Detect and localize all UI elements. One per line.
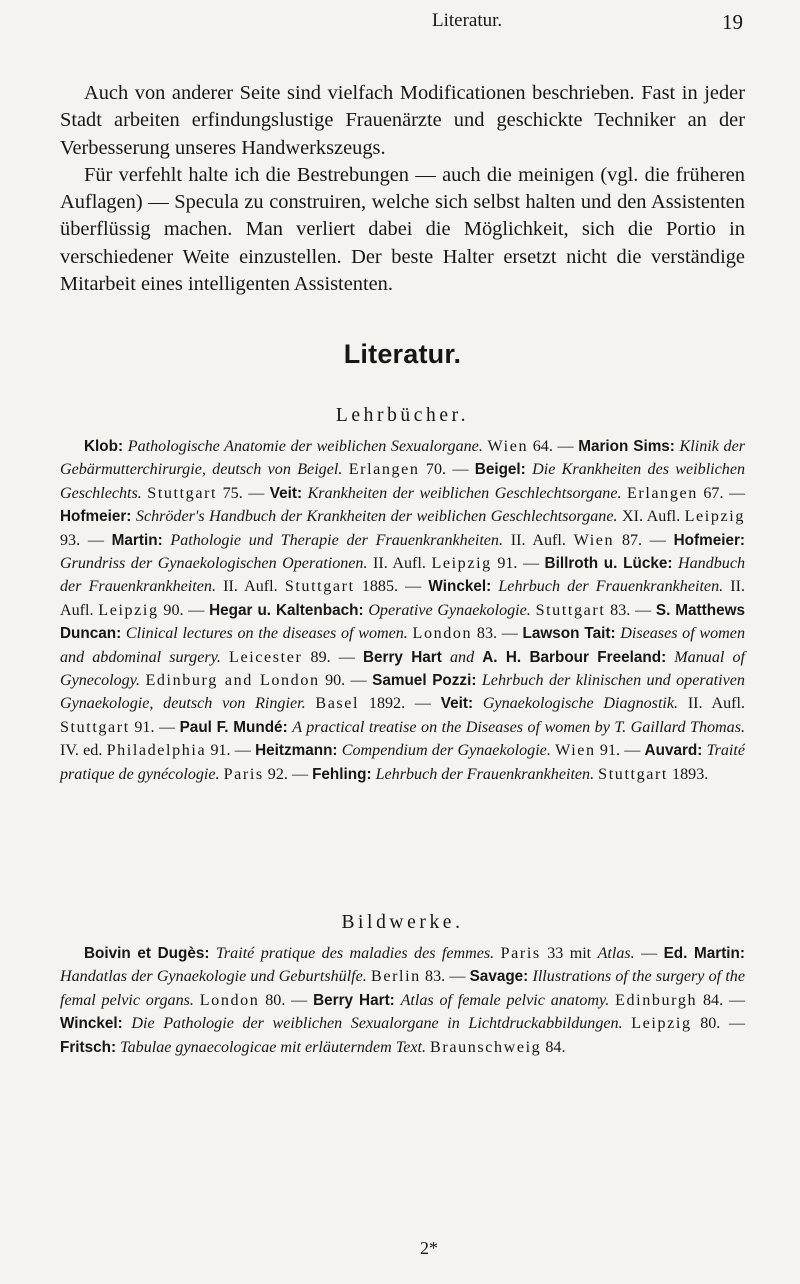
bib-place: Paris xyxy=(500,945,541,962)
bib-year: 90. xyxy=(325,672,346,690)
bib-title: Diseases of women and abdominal surgery. xyxy=(60,625,745,666)
bib-year: 1885. xyxy=(361,578,399,596)
bib-year: 64. xyxy=(532,438,553,455)
lehrbuecher-list xyxy=(60,435,745,786)
bib-year: 84. xyxy=(545,1038,566,1056)
bib-author: Berry Hart xyxy=(362,648,442,666)
bib-year: 75. xyxy=(222,484,243,502)
bib-year: 1892. xyxy=(368,695,406,713)
bib-entry: Hofmeier: Grundriss der Gynaekologischen Operationen. II. Aufl. Leipzig 91. — xyxy=(60,531,746,573)
bib-author: A. H. Barbour Freeland: xyxy=(482,648,667,666)
bib-year: 91. xyxy=(599,742,621,760)
bib-title: Tabulae gynaecologicae mit erläuterndem Text. xyxy=(120,1038,427,1056)
bib-place: Leicester xyxy=(229,648,303,666)
bib-entry: Winckel: Die Pathologie der weiblichen Sexualorgane in Lichtdruckabbildungen. Leipzig 80. — xyxy=(60,1015,746,1033)
bib-author: Marion Sims: xyxy=(578,438,675,455)
bib-author: Paul F. Mundé: xyxy=(179,718,288,736)
bib-author: Berry Hart: xyxy=(313,991,395,1009)
bib-place: Stuttgart xyxy=(598,765,669,783)
lehrbuecher-heading: Lehrbücher. xyxy=(335,405,470,426)
bib-year: 83. xyxy=(610,601,631,619)
bib-entry: Beigel: Die Krankheiten des weiblichen Geschlechts. Stuttgart 75. — xyxy=(60,461,746,502)
bib-conjunction: and xyxy=(449,648,475,666)
bib-entry: Berry Hart: Atlas of female pelvic anatomy. Edinburgh 84. — xyxy=(313,991,745,1009)
bib-title: Traité pratique des maladies des femmes. xyxy=(215,945,495,962)
bib-title: Pathologische Anatomie der weiblichen Sexualorgane. xyxy=(127,438,483,455)
bib-entry: Veit: Krankheiten der weiblichen Geschlechtsorgane. Erlangen 67. — xyxy=(269,484,746,502)
bib-year: 92. xyxy=(267,765,288,783)
bib-author: Martin: xyxy=(111,531,163,549)
bib-entry: Hegar u. Kaltenbach: Operative Gynaekologie. Stuttgart 83. — xyxy=(209,601,656,619)
bib-year: 80. xyxy=(265,991,286,1009)
bib-entry: Heitzmann: Compendium der Gynaekologie. Wien 91. — xyxy=(255,742,645,760)
bib-title: Clinical lectures on the diseases of women. xyxy=(125,625,408,643)
bib-author: Heitzmann: xyxy=(255,742,338,760)
bib-title: Lehrbuch der Frauenkrankheiten. xyxy=(498,578,724,596)
bib-place: Stuttgart xyxy=(284,578,355,596)
bib-title: Manual of Gynecology. xyxy=(60,648,745,690)
bib-author: Fritsch: xyxy=(60,1038,117,1056)
bib-author: Veit: xyxy=(269,484,303,502)
bib-author: Savage: xyxy=(469,968,529,986)
bib-edition: XI. Aufl. xyxy=(622,508,681,526)
section-title: Literatur. xyxy=(343,339,462,369)
running-title: Literatur. xyxy=(432,10,503,31)
bib-author: Lawson Tait: xyxy=(522,625,616,643)
bib-edition: II. Aufl. xyxy=(223,578,278,596)
bib-title: Die Pathologie der weiblichen Sexualorgane in Lichtdruckabbildungen. xyxy=(131,1015,623,1033)
page-number: 19 xyxy=(722,10,743,34)
bib-edition: II. Aufl. xyxy=(373,555,426,573)
bib-author: S. Matthews Duncan: xyxy=(60,601,745,643)
bib-entry: Ed. Martin: Handatlas der Gynaekologie und Geburtshülfe. Berlin 83. — xyxy=(60,945,745,986)
bib-title: Handbuch der Frauenkrankheiten. xyxy=(60,555,746,596)
bib-year: 80. xyxy=(700,1015,721,1033)
signature-mark: 2* xyxy=(420,1238,438,1258)
bib-entry: S. Matthews Duncan: Clinical lectures on the diseases of women. London 83. — xyxy=(60,601,745,643)
bib-year: 90. xyxy=(163,601,184,619)
running-header xyxy=(60,10,745,36)
bib-title: Illustrations of the surgery of the femal pelvic organs. xyxy=(60,968,745,1009)
bib-place: Philadelphia xyxy=(106,742,207,760)
bildwerke-list xyxy=(60,942,745,1059)
bib-title: A practical treatise on the Diseases of women by T. Gaillard Thomas. xyxy=(292,718,746,736)
bib-title: Gynaekologische Diagnostik. xyxy=(482,695,679,713)
intro-text xyxy=(60,80,745,298)
bib-entry: Paul F. Mundé: A practical treatise on the Diseases of women by T. Gaillard Thomas. IV. ed. Philadelphia 91. — xyxy=(60,718,746,760)
bib-title: Compendium der Gynaekologie. xyxy=(341,742,551,760)
bib-author: Winckel: xyxy=(428,578,492,596)
intro-paragraph-1: Auch von anderer Seite sind vielfach Modificationen beschrieben. Fast in jeder Stadt arbeiten erfindungslustige Frauenärzte und geschickte Techniker an der Verbesserung unseres Handwerkszeugs. xyxy=(60,82,745,159)
bib-author: Fehling: xyxy=(312,765,372,783)
bib-edition: II. Aufl. xyxy=(687,695,745,713)
bib-place: Edinburgh xyxy=(615,991,698,1009)
bib-note-title: Atlas. xyxy=(597,945,635,962)
bib-year: 33 xyxy=(547,945,564,962)
bib-title: Klinik der Gebärmutterchirurgie, deutsch von Beigel. xyxy=(60,438,745,479)
bib-place: Stuttgart xyxy=(147,484,218,502)
bib-title: Traité pratique de gynécologie. xyxy=(60,742,746,783)
bib-year: 87. xyxy=(621,531,643,549)
bib-place: Leipzig xyxy=(684,508,745,526)
bib-entry: Boivin et Dugès: Traité pratique des maladies des femmes. Paris 33 mit Atlas. — xyxy=(84,945,664,962)
bib-entry xyxy=(312,766,708,783)
bib-edition: II. Aufl. xyxy=(510,531,566,549)
bib-entry xyxy=(60,1039,565,1056)
bib-place: Erlangen xyxy=(348,461,420,479)
bib-entry: Winckel: Lehrbuch der Frauenkrankheiten. II. Aufl. Leipzig 90. — xyxy=(60,578,746,619)
bib-entry: Marion Sims: Klinik der Gebärmutterchirurgie, deutsch von Beigel. Erlangen 70. — xyxy=(60,438,745,479)
bib-title: Pathologie und Therapie der Frauenkrankheiten. xyxy=(170,531,504,549)
bib-year: 93. xyxy=(60,531,81,549)
bib-author: Klob: xyxy=(84,438,124,455)
bib-place: Leipzig xyxy=(98,601,159,619)
bib-author: Beigel: xyxy=(474,461,526,479)
bib-year: 70. xyxy=(425,461,447,479)
bib-year: 83. xyxy=(425,968,446,986)
bib-place: Edinburg and London xyxy=(145,672,320,690)
bib-author: Hegar u. Kaltenbach: xyxy=(209,601,364,619)
bib-author: Winckel: xyxy=(60,1015,123,1033)
bib-year: 91. xyxy=(134,718,155,736)
page xyxy=(60,0,745,1284)
bib-place: Wien xyxy=(487,438,529,455)
bib-author: Hofmeier: xyxy=(673,531,746,549)
bib-note: mit xyxy=(569,945,592,962)
bib-title: Atlas of female pelvic anatomy. xyxy=(400,991,610,1009)
bib-title: Operative Gynaekologie. xyxy=(368,601,531,619)
bib-author: Veit: xyxy=(440,695,474,713)
bib-place: Paris xyxy=(223,765,264,783)
bib-edition: II. Aufl. xyxy=(60,578,746,619)
intro-paragraph-2: Für verfehlt halte ich die Bestrebungen — auch die meinigen (vgl. die früheren Auflagen) — Specula zu construiren, welche sich selbst halten und den Assistenten überflüssig machen. Man verliert dabei die Möglichkeit, sich die Portio in verschiedener Weite einzustellen. Der beste Halter ersetzt nicht die verständige Mitarbeit eines intelligenten Assistenten. xyxy=(60,163,745,296)
bib-title: Lehrbuch der Frauenkrankheiten. xyxy=(375,765,595,783)
bib-year: 91. xyxy=(210,742,231,760)
bib-author: Samuel Pozzi: xyxy=(372,672,477,690)
bib-year: 91. xyxy=(497,555,518,573)
bib-entry: Hofmeier: Schröder's Handbuch der Krankheiten der weiblichen Geschlechtsorgane. XI. Aufl. Leipzig 93. — xyxy=(60,508,745,549)
bib-year: 1893. xyxy=(672,765,709,783)
bib-entry: Savage: Illustrations of the surgery of the femal pelvic organs. London 80. — xyxy=(60,968,745,1009)
bib-entry: Klob: Pathologische Anatomie der weiblichen Sexualorgane. Wien 64. — xyxy=(84,438,579,455)
bib-year: 84. xyxy=(702,991,724,1009)
bib-place: London xyxy=(199,991,260,1009)
bib-author: Auvard: xyxy=(644,742,703,760)
bib-place: Erlangen xyxy=(626,484,698,502)
bib-place: Berlin xyxy=(371,968,421,986)
bib-year: 89. xyxy=(310,648,331,666)
bib-title: Handatlas der Gynaekologie und Geburtshülfe. xyxy=(60,968,367,986)
bib-place: London xyxy=(412,625,473,643)
bib-title: Schröder's Handbuch der Krankheiten der weiblichen Geschlechtsorgane. xyxy=(135,508,618,526)
bib-entry: Billroth u. Lücke: Handbuch der Frauenkrankheiten. II. Aufl. Stuttgart 1885. — xyxy=(60,555,746,596)
bib-title: Grundriss der Gynaekologischen Operationen. xyxy=(60,555,368,573)
bib-year: 83. xyxy=(476,625,498,643)
bib-place: Basel xyxy=(315,695,360,713)
bib-place: Wien xyxy=(555,742,596,760)
bib-author: Billroth u. Lücke: xyxy=(544,555,673,573)
bib-entry: Auvard: Traité pratique de gynécologie. Paris 92. — xyxy=(60,742,746,783)
bib-entry: Samuel Pozzi: Lehrbuch der klinischen und operativen Gynaekologie, deutsch von Ringier. Basel 1892. — xyxy=(60,672,745,713)
bib-author: Hofmeier: xyxy=(60,508,132,526)
bildwerke-heading: Bildwerke. xyxy=(341,912,464,933)
bib-entry: Berry Hart and A. H. Barbour Freeland: Manual of Gynecology. Edinburg and London 90. — xyxy=(60,648,745,690)
bib-entry: Martin: Pathologie und Therapie der Frauenkrankheiten. II. Aufl. Wien 87. — xyxy=(111,531,674,549)
bib-place: Stuttgart xyxy=(535,601,606,619)
bib-place: Braunschweig xyxy=(430,1038,542,1056)
bib-title: Krankheiten der weiblichen Geschlechtsorgane. xyxy=(307,484,622,502)
bib-place: Stuttgart xyxy=(60,718,130,736)
bib-edition: IV. ed. xyxy=(60,742,103,760)
bib-place: Leipzig xyxy=(431,555,492,573)
bib-year: 67. xyxy=(703,484,724,502)
bib-author: Boivin et Dugès: xyxy=(84,945,210,962)
bib-entry: Veit: Gynaekologische Diagnostik. II. Aufl. Stuttgart 91. — xyxy=(60,695,745,736)
bib-title: Die Krankheiten des weiblichen Geschlechts. xyxy=(60,461,746,502)
bib-place: Wien xyxy=(573,531,615,549)
bib-place: Leipzig xyxy=(631,1015,692,1033)
bib-author: Ed. Martin: xyxy=(663,945,745,962)
bib-title: Lehrbuch der klinischen und operativen Gynaekologie, deutsch von Ringier. xyxy=(60,672,745,713)
bib-entry: Lawson Tait: Diseases of women and abdominal surgery. Leicester 89. — xyxy=(60,625,745,666)
